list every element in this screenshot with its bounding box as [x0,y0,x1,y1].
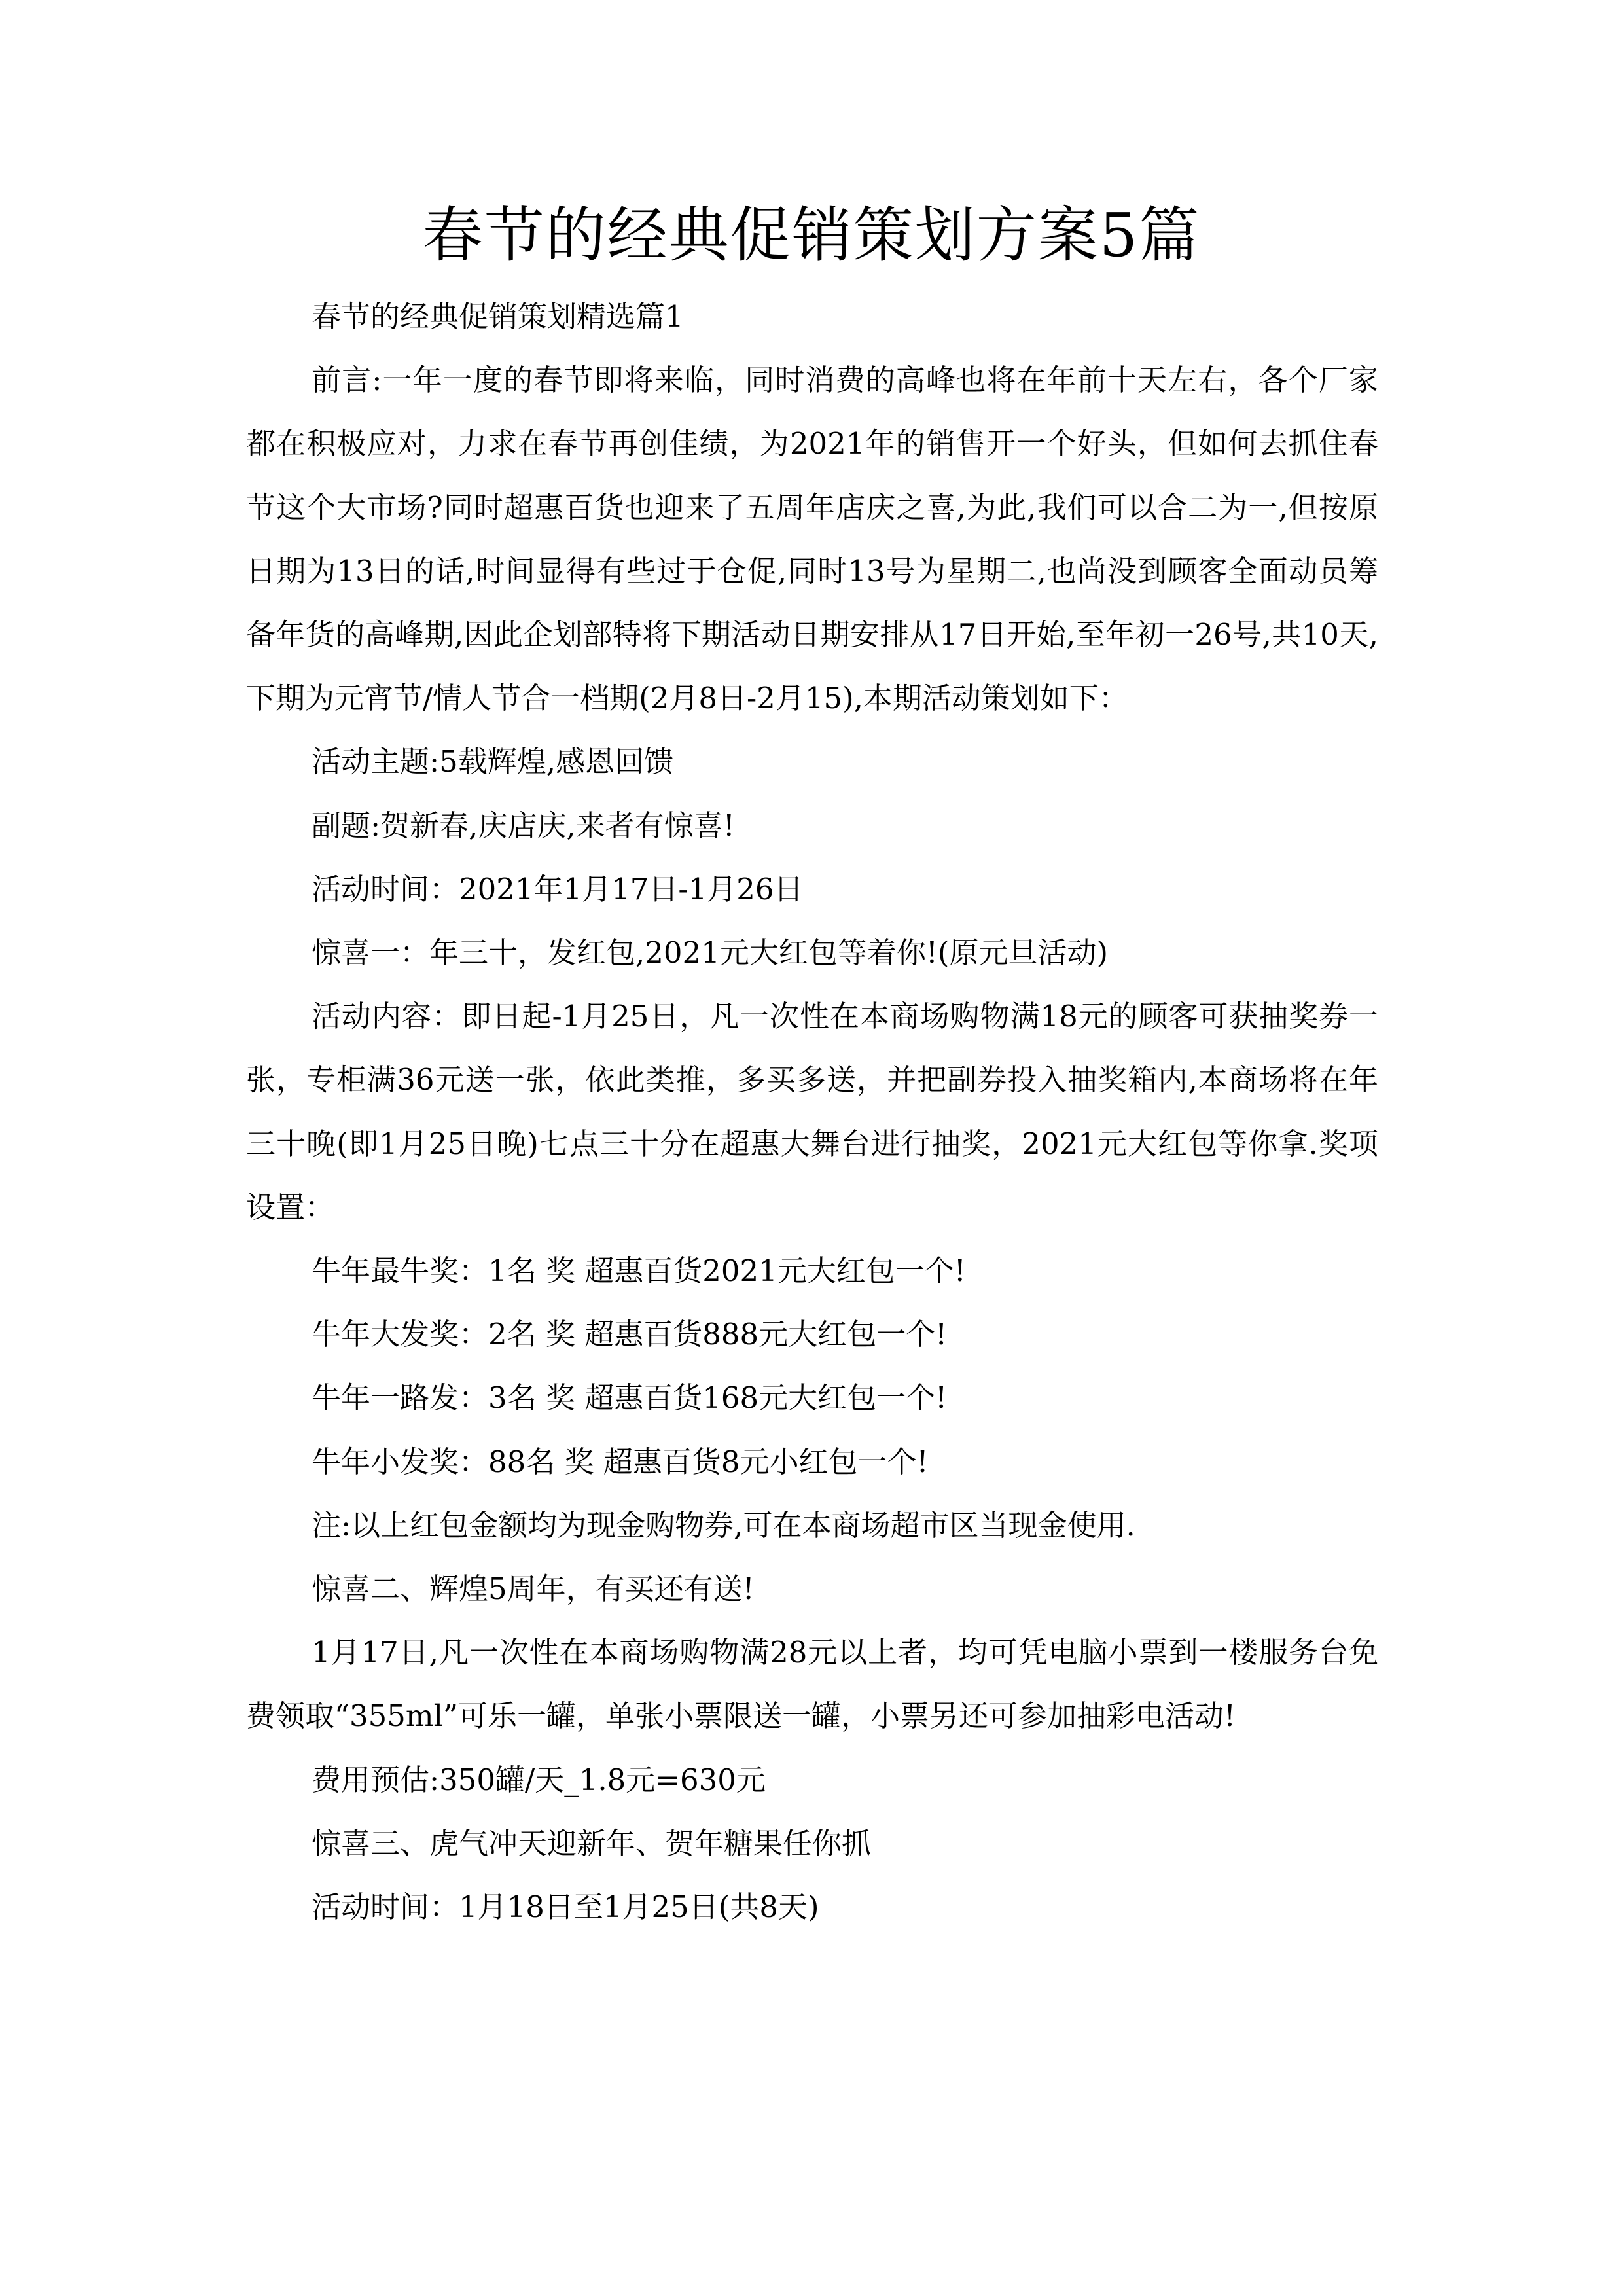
paragraph-content: 活动内容：即日起-1月25日，凡一次性在本商场购物满18元的顾客可获抽奖券一张，专柜满36元送一张，依此类推，多买多送，并把副券投入抽奖箱内,本商场将在年三十晚(即1月25日晚)七点三十分在超惠大舞台进行抽奖，2021元大红包等你拿.奖项设置： [246,999,1378,1225]
document-title: 春节的经典促销策划方案5篇 [422,200,1201,270]
paragraph-surprise-3: 惊喜三、虎气冲天迎新年、贺年糖果任你抓 [312,1825,872,1861]
paragraph-cost: 费用预估:350罐/天_1.8元=630元 [312,1762,766,1797]
prize-item: 牛年一路发：3名 奖 超惠百货168元大红包一个! [312,1380,948,1416]
paragraph-preface: 前言:一年一度的春节即将来临，同时消费的高峰也将在年前十天左右，各个厂家都在积极应对，力求在春节再创佳绩，为2021年的销售开一个好头，但如何去抓住春节这个大市场?同时超惠百货也迎来了五周年店庆之喜,为此,我们可以合二为一,但按原日期为13日的话,时间显得有些过于仓促,同时13号为星期二,也尚没到顾客全面动员筹备年货的高峰期,因此企划部特将下期活动日期安排从17日开始,至年初一26号,共10天,下期为元宵节/情人节合一档期(2月8日-2月15),本期活动策划如下： [246,363,1378,716]
paragraph-surprise-2-detail: 1月17日,凡一次性在本商场购物满28元以上者，均可凭电脑小票到一楼服务台免费领取“355ml”可乐一罐，单张小票限送一罐，小票另还可参加抽彩电活动! [246,1635,1378,1734]
paragraph-time: 活动时间：2021年1月17日-1月26日 [312,871,804,906]
paragraph-note: 注:以上红包金额均为现金购物券,可在本商场超市区当现金使用. [312,1507,1135,1543]
prize-item: 牛年小发奖：88名 奖 超惠百货8元小红包一个! [312,1444,929,1479]
prize-item: 牛年最牛奖：1名 奖 超惠百货2021元大红包一个! [312,1253,966,1289]
paragraph-surprise-2: 惊喜二、辉煌5周年，有买还有送! [312,1571,755,1607]
paragraph-subtitle: 副题:贺新春,庆店庆,来者有惊喜! [312,808,735,843]
paragraph-surprise-1: 惊喜一：年三十，发红包,2021元大红包等着你!(原元旦活动) [312,935,1109,971]
section-heading: 春节的经典促销策划精选篇1 [312,299,684,334]
prize-item: 牛年大发奖：2名 奖 超惠百货888元大红包一个! [312,1317,948,1352]
paragraph-surprise-3-time: 活动时间：1月18日至1月25日(共8天) [312,1890,819,1925]
document-body [246,285,1378,1939]
paragraph-theme: 活动主题:5载辉煌,感恩回馈 [312,744,674,780]
